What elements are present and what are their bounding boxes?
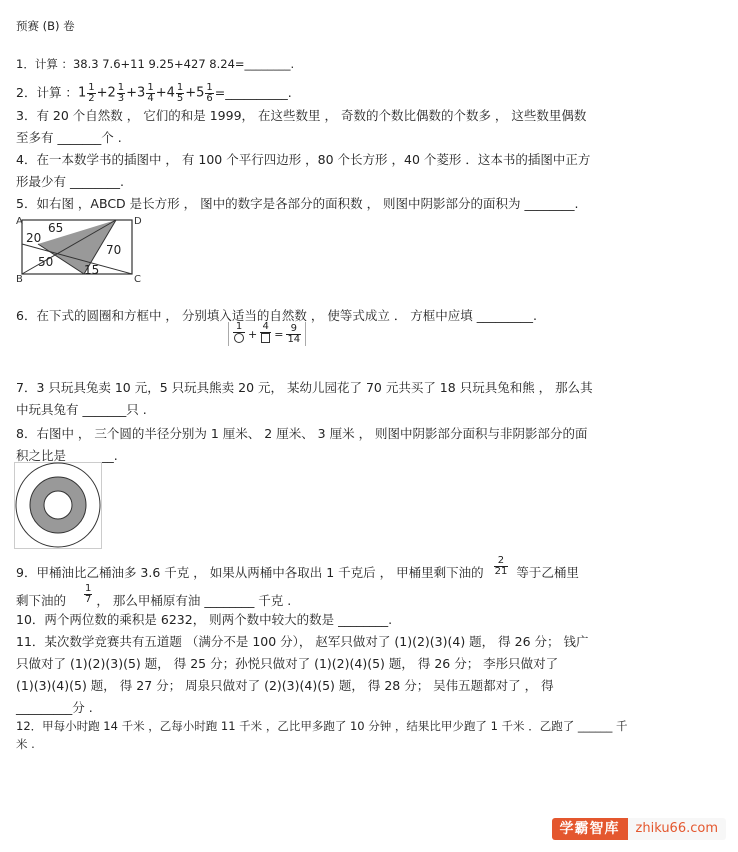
box-blank <box>261 333 270 343</box>
question-2 <box>16 78 292 108</box>
site-watermark <box>552 818 726 840</box>
question-2-prefix: 2．计算 ： <box>16 85 78 100</box>
question-12-line-2: 米 . <box>16 737 35 751</box>
exam-header: 预赛 (B) 卷 <box>16 19 75 33</box>
question-7-line-1: 7．3 只玩具兔卖 10 元，5 只玩具熊卖 20 元， 某幼儿园花了 70 元共买了 18 只玩具兔和熊 ， 那么其 <box>16 380 593 395</box>
area-20: 20 <box>26 231 42 245</box>
label-b: B <box>16 274 23 284</box>
question-6-equation: 1 + 4 = $\frac{9}{14}$ <box>228 322 306 346</box>
question-9-line-2: 剩下油的 $\frac{1}{7}$ ， 那么甲桶原有油 ________ 千克 . <box>16 583 292 608</box>
inner-circle <box>44 491 72 519</box>
question-4-line-1: 4．在一本数学书的插图中 ， 有 100 个平行四边形 ，80 个长方形 ，40 个菱形 ．这本书的插图中正方 <box>16 152 591 167</box>
label-c: C <box>134 274 141 284</box>
question-4-line-2: 形最少有 ________. <box>16 174 124 189</box>
watermark-url: zhiku66.com <box>628 818 726 840</box>
label-a: A <box>16 216 23 227</box>
question-11-line-2: 只做对了 (1)(2)(3)(5) 题， 得 25 分；孙悦只做对了 (1)(2)(4)(5) 题， 得 26 分； 李彤只做对了 <box>16 656 559 671</box>
label-d: D <box>134 216 142 227</box>
concentric-circles-figure <box>14 462 104 550</box>
question-11-line-1: 11．某次数学竞赛共有五道题 （满分不是 100 分）， 赵军只做对了 (1)(2)(3)(4) 题， 得 26 分； 钱广 <box>16 634 589 649</box>
area-65: 65 <box>48 221 64 235</box>
fraction-1-7: $\frac{1}{7}$ <box>85 583 92 605</box>
question-9-line-1: 9．甲桶油比乙桶油多 3.6 千克 ， 如果从两桶中各取出 1 千克后 ， 甲桶里剩下油的 $\frac{2}{21}$ 等于乙桶里 <box>16 555 579 580</box>
question-10: 10．两个两位数的乘积是 6232， 则两个数中较大的数是 ________. <box>16 612 393 627</box>
area-15: 15 <box>84 263 100 277</box>
mixed-number-2: +2 $\frac{1}{3}$ <box>96 81 125 104</box>
question-11-line-3: (1)(3)(4)(5) 题， 得 27 分； 周泉只做对了 (2)(3)(4)(5) 题， 得 28 分； 吴伟五题都对了 ， 得 <box>16 678 554 693</box>
question-11-line-4: _________分 . <box>16 700 93 715</box>
question-3-line-2: 至多有 _______个 . <box>16 130 122 145</box>
question-2-suffix: =__________. <box>214 85 292 100</box>
question-5: 5．如右图 ，ABCD 是长方形 ， 图中的数字是各部分的面积数 ， 则图中阴影部分的面积为 ________. <box>16 196 579 211</box>
question-6: 6．在下式的圆圈和方框中 ， 分别填入适当的自然数 ， 使等式成立 ． 方框中应填 _________. <box>16 308 537 323</box>
fraction-2-21: $\frac{2}{21}$ <box>494 555 508 577</box>
question-1: 1．计算 ：38.3 7.6+11 9.25+427 8.24=________. <box>16 57 295 71</box>
mixed-number-3: +3 $\frac{1}{4}$ <box>126 81 154 104</box>
question-8-line-2: 积之比是 _______. <box>16 448 118 463</box>
question-8-line-1: 8．右图中 ， 三个圆的半径分别为 1 厘米、 2 厘米、 3 厘米 ， 则图中阴影部分面积与非阴影部分的面 <box>16 426 588 441</box>
watermark-brand: 学霸智库 <box>552 818 628 840</box>
mixed-number-1: 1 $\frac{1}{2}$ <box>77 81 95 104</box>
question-12-line-1: 12．甲每小时跑 14 千米 ，乙每小时跑 11 千米 ，乙比甲多跑了 10 分钟 ，结果比甲少跑了 1 千米 ．乙跑了 ______ 千 <box>16 719 628 733</box>
question-3-line-1: 3．有 20 个自然数 ， 它们的和是 1999， 在这些数里 ， 奇数的个数比偶数的个数多 ， 这些数里偶数 <box>16 108 587 123</box>
circle-blank <box>234 333 244 343</box>
mixed-number-4: +4 $\frac{1}{5}$ <box>155 81 184 104</box>
rectangle-figure <box>14 214 144 284</box>
question-7-line-2: 中玩具兔有 _______只 . <box>16 402 147 417</box>
area-70: 70 <box>106 243 122 257</box>
area-50: 50 <box>38 255 54 269</box>
mixed-number-5: +5 $\frac{1}{6}$ <box>185 81 213 104</box>
